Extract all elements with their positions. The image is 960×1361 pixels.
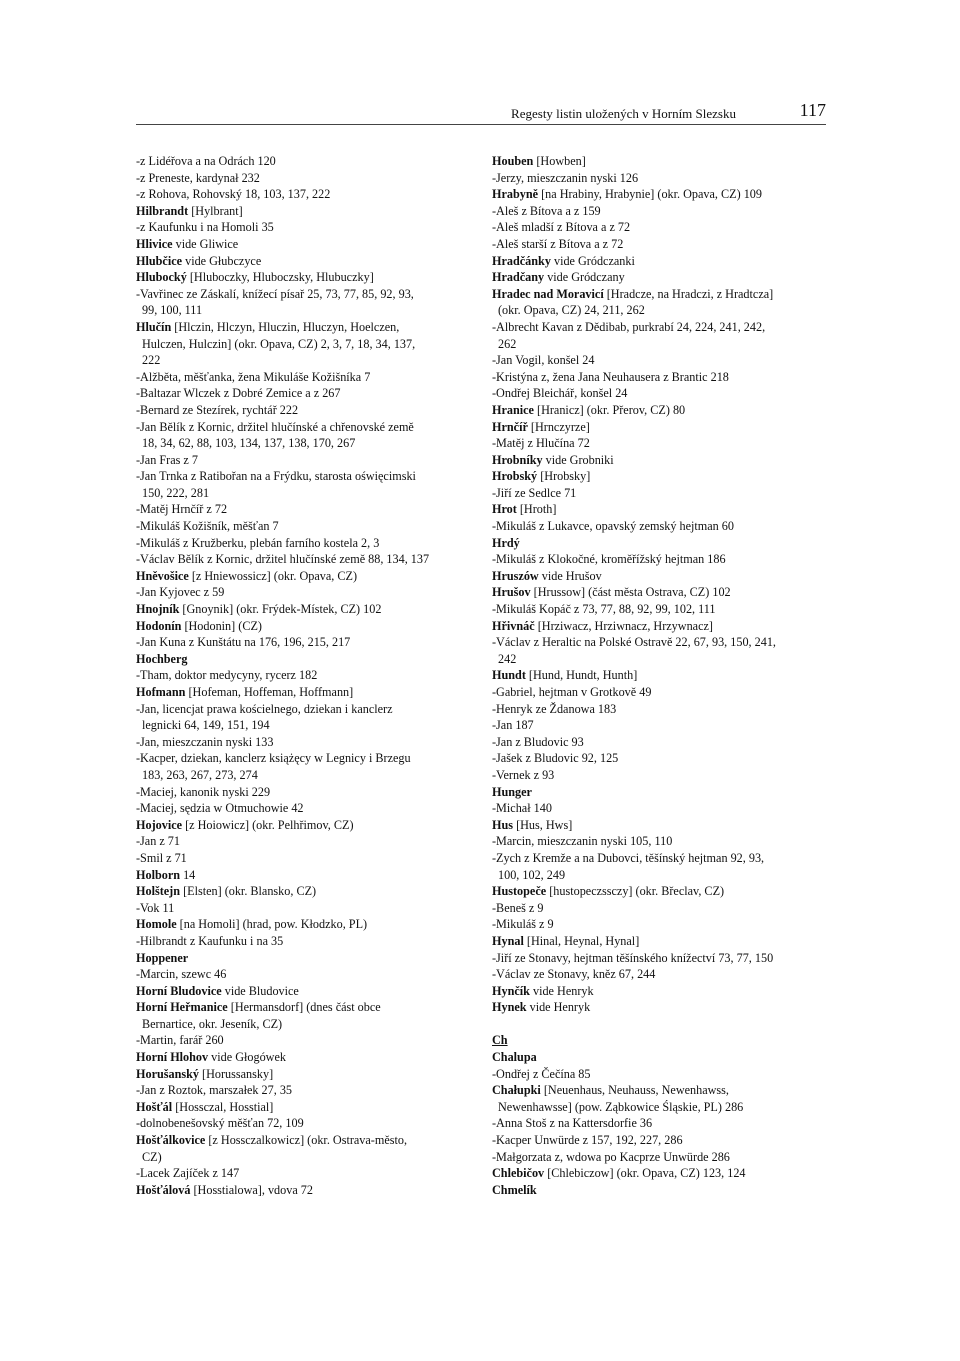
section-letter-text: Ch — [492, 1033, 508, 1048]
index-entry-text: -Jan Kuna z Kunštátu na 176, 196, 215, 217 — [136, 635, 351, 650]
index-entry-text: Bernartice, okr. Jeseník, CZ) — [142, 1016, 283, 1031]
index-headword: Houben — [492, 154, 534, 168]
index-headword: Chlebičov — [492, 1166, 545, 1181]
index-entry-line — [492, 767, 830, 784]
index-entry-text: [z Hniewossicz] (okr. Opava, CZ) — [188, 568, 358, 583]
index-entry-headword-line — [492, 501, 830, 518]
index-entry-headword-line — [492, 933, 830, 950]
index-entry-headword-line — [492, 999, 830, 1016]
index-entry-line — [136, 302, 474, 319]
index-headword: Hoppener — [136, 950, 189, 965]
index-entry-text: -Jan Trnka z Ratibořan na a Frýdku, starosta oświęcimski — [136, 469, 416, 484]
index-entry-line — [492, 916, 830, 933]
index-entry-line — [136, 435, 474, 452]
index-entry-text: -z Preneste, kardynał 232 — [136, 170, 260, 185]
index-headword: Hošťál — [136, 1099, 173, 1114]
index-entry-line — [492, 551, 830, 568]
index-headword: Hochberg — [136, 651, 188, 666]
index-entry-text: -Václav Bělík z Kornic, držitel hlučínské země 88, 134, 137 — [136, 552, 430, 567]
index-entry-text: Newenhawsse] (pow. Ząbkowice Śląskie, PL) 286 — [498, 1099, 744, 1114]
index-entry-text: vide Głogówek — [208, 1050, 286, 1065]
index-entry-line — [136, 452, 474, 469]
index-entry-headword-line — [136, 999, 474, 1016]
index-entry-text: -Matěj z Hlučína 72 — [492, 436, 590, 451]
index-entry-line — [136, 402, 474, 419]
index-entry-text: [Hus, Hws] — [513, 817, 573, 832]
index-entry-text: vide Gródczanki — [550, 253, 635, 268]
index-headword: Horní Hlohov — [136, 1050, 209, 1065]
index-entry-text: -Maciej, sędzia w Otmuchowie 42 — [136, 801, 304, 816]
index-entry-text: [Hrnczyrze] — [527, 419, 590, 434]
index-entry-text: -Henryk ze Ždanowa 183 — [492, 701, 617, 716]
index-entry-line — [492, 352, 830, 369]
index-entry-line — [492, 717, 830, 734]
index-entry-text: -z Kaufunku i na Homoli 35 — [136, 220, 274, 235]
index-entry-line — [492, 601, 830, 618]
index-entry-text: [Hodonin] (CZ) — [181, 618, 262, 633]
index-entry-text: vide Hrušov — [538, 568, 602, 583]
index-entry-headword-line — [136, 236, 474, 253]
index-headword: Hundt — [492, 668, 526, 683]
index-entry-text: -Marcin, szewc 46 — [136, 967, 227, 982]
index-entry-line — [136, 352, 474, 369]
index-entry-headword-line — [492, 584, 830, 601]
index-headword: Hlubčice — [136, 253, 183, 268]
index-entry-line — [492, 1115, 830, 1132]
index-entry-headword-line — [136, 867, 474, 884]
index-entry-headword-line — [492, 1165, 830, 1182]
index-entry-headword-line — [136, 1066, 474, 1083]
index-entry-headword-line — [136, 618, 474, 635]
index-entry-text: -Anna Stoš z na Kattersdorfie 36 — [492, 1116, 653, 1131]
index-entry-text: -Kristýna z, žena Jana Neuhausera z Brantic 218 — [492, 369, 729, 384]
index-entry-text: -Alžběta, měšťanka, žena Mikuláše Kožišníka 7 — [136, 369, 371, 384]
index-entry-text: -Jan, licencjat prawa kościelnego, dziekan i kanclerz — [136, 701, 393, 716]
index-entry-text: -Lacek Zajíček z 147 — [136, 1166, 240, 1181]
index-entry-line — [136, 1115, 474, 1132]
index-entry-headword-line — [492, 402, 830, 419]
running-header — [136, 100, 826, 125]
index-entry-text: -Mikuláš z Kružberku, plebán farního kostela 2, 3 — [136, 535, 380, 550]
index-entry-headword-line — [492, 269, 830, 286]
index-entry-line — [492, 319, 830, 336]
index-entry-headword-line — [492, 784, 830, 801]
index-entry-text: vide Gródczany — [544, 270, 625, 285]
index-entry-line — [136, 850, 474, 867]
index-entry-line — [492, 867, 830, 884]
index-headword: Chalupa — [492, 1050, 537, 1065]
index-entry-text: vide Henryk — [529, 983, 594, 998]
index-headword: Hřivnáč — [492, 618, 535, 633]
index-entry-headword-line — [136, 1182, 474, 1199]
index-headword: Hnojník — [136, 602, 180, 617]
index-entry-text: -Hilbrandt z Kaufunku i na 35 — [136, 933, 284, 948]
index-entry-text: [Hranicz] (okr. Přerov, CZ) 80 — [533, 402, 686, 417]
index-entry-headword-line — [136, 601, 474, 618]
index-entry-text: -Zych z Kremže a na Dubovci, těšínský hejtman 92, 93, — [492, 850, 765, 865]
index-entry-headword-line — [136, 651, 474, 668]
index-headword: Homole — [136, 917, 177, 932]
index-headword: Hranice — [492, 402, 534, 417]
index-headword: Hrobský — [492, 469, 538, 484]
index-entry-text: [Howben] — [533, 154, 586, 168]
index-entry-line — [136, 1016, 474, 1033]
index-entry-text: -Aleš z Bítova a z 159 — [492, 203, 601, 218]
index-entry-headword-line — [136, 253, 474, 270]
index-entry-line — [136, 717, 474, 734]
index-entry-text: -Mikuláš Kopáč z 73, 77, 88, 92, 99, 102, 111 — [492, 602, 716, 617]
index-entry-text: -Václav ze Stonavy, kněz 67, 244 — [492, 967, 656, 982]
index-entry-text: -Beneš z 9 — [492, 900, 544, 915]
index-entry-headword-line — [492, 535, 830, 552]
index-entry-text: -Michał 140 — [492, 801, 552, 816]
index-entry-line — [492, 850, 830, 867]
index-entry-line — [492, 485, 830, 502]
index-entry-headword-line — [492, 667, 830, 684]
index-entry-headword-line — [492, 1082, 830, 1099]
index-entry-headword-line — [492, 568, 830, 585]
index-entry-line — [136, 966, 474, 983]
index-entry-text: -Tham, doktor medycyny, rycerz 182 — [136, 668, 318, 683]
index-entry-text: -Jan z Bludovic 93 — [492, 734, 584, 749]
index-entry-text: [Hrobsky] — [537, 469, 591, 484]
index-entry-line — [492, 1132, 830, 1149]
index-entry-text: vide Głubczyce — [182, 253, 262, 268]
index-headword: Hus — [492, 817, 514, 832]
index-entry-text: [Hinal, Heynal, Hynal] — [523, 933, 640, 948]
index-entry-headword-line — [136, 319, 474, 336]
index-entry-headword-line — [492, 153, 830, 170]
index-entry-text: -Marcin, mieszczanin nyski 105, 110 — [492, 834, 673, 849]
index-headword: Horní Bludovice — [136, 983, 222, 998]
index-entry-line — [492, 651, 830, 668]
index-entry-text: [Hossczal, Hosstial] — [172, 1099, 274, 1114]
index-entry-headword-line — [136, 1049, 474, 1066]
index-headword: Hojovice — [136, 817, 183, 832]
index-entry-text: [na Homoli] (hrad, pow. Kłodzko, PL) — [176, 917, 368, 932]
index-entry-headword-line — [492, 286, 830, 303]
index-entry-line — [492, 950, 830, 967]
index-entry-text: -Jašek z Bludovic 92, 125 — [492, 751, 619, 766]
index-headword: Hrušov — [492, 585, 531, 600]
index-entry-line — [136, 900, 474, 917]
index-entry-headword-line — [136, 950, 474, 967]
index-entry-line — [492, 236, 830, 253]
index-entry-line — [136, 584, 474, 601]
index-entry-headword-line — [492, 452, 830, 469]
index-entry-text: 262 — [498, 336, 517, 351]
index-entry-headword-line — [492, 1049, 830, 1066]
index-entry-line — [136, 369, 474, 386]
index-entry-text: -Kacper, dziekan, kanclerz książęcy w Legnicy i Brzegu — [136, 751, 411, 766]
index-entry-text: [hustopeczssczy] (okr. Břeclav, CZ) — [546, 884, 725, 899]
index-headword: Hradčany — [492, 270, 545, 285]
index-headword: Hustopeče — [492, 884, 547, 899]
index-headword: Hynal — [492, 933, 524, 948]
index-entry-text: -Jan Kyjovec z 59 — [136, 585, 225, 600]
index-entry-headword-line — [492, 1182, 830, 1199]
index-entry-line — [136, 800, 474, 817]
index-headword: Hlivice — [136, 236, 173, 251]
index-entry-line — [492, 369, 830, 386]
index-entry-text: [Hluboczky, Hluboczsky, Hlubuczky] — [186, 270, 374, 285]
index-entry-line — [492, 435, 830, 452]
index-entry-text: [Hylbrant] — [188, 203, 243, 218]
index-entry-text: [Hofeman, Hoffeman, Hoffmann] — [185, 685, 354, 699]
index-entry-text: Hulczen, Hulczin] (okr. Opava, CZ) 2, 3, 7, 18, 34, 137, — [142, 336, 416, 351]
index-headword: Horušanský — [136, 1066, 199, 1081]
index-entry-text: 14 — [180, 867, 196, 882]
index-headword: Hrnčíř — [492, 419, 528, 434]
index-entry-text: [Elsten] (okr. Blansko, CZ) — [180, 884, 317, 899]
index-entry-headword-line — [136, 983, 474, 1000]
index-entry-headword-line — [492, 817, 830, 834]
index-entry-headword-line — [492, 883, 830, 900]
index-headword: Horní Heřmanice — [136, 1000, 228, 1015]
index-entry-text: [Hosstialowa], vdova 72 — [190, 1182, 313, 1197]
index-entry-line — [492, 170, 830, 187]
index-entry-text: [Hradcze, na Hradczi, z Hradtcza] — [603, 286, 774, 301]
index-entry-headword-line — [492, 468, 830, 485]
index-entry-text: 222 — [142, 353, 161, 368]
index-entry-text: [Hund, Hundt, Hunth] — [525, 668, 638, 683]
index-entry-text: -Albrecht Kavan z Dědibab, purkrabí 24, 224, 241, 242, — [492, 319, 766, 334]
index-entry-text: -Aleš starší z Bítova a z 72 — [492, 236, 624, 251]
index-entry-headword-line — [492, 253, 830, 270]
page-number: 117 — [799, 100, 826, 120]
index-entry-line — [136, 186, 474, 203]
index-entry-text: -z Rohova, Rohovský 18, 103, 137, 222 — [136, 187, 331, 202]
index-entry-text: -Václav z Heraltic na Polské Ostravě 22, 67, 93, 150, 241, — [492, 635, 776, 650]
index-entry-line — [136, 767, 474, 784]
index-entry-line — [492, 302, 830, 319]
index-headword: Hradec nad Moravicí — [492, 286, 604, 301]
index-entry-line — [136, 170, 474, 187]
index-entry-line — [136, 518, 474, 535]
index-entry-line — [136, 667, 474, 684]
index-entry-line — [136, 701, 474, 718]
index-entry-headword-line — [492, 186, 830, 203]
index-entry-text: -Jan Bělík z Kornic, držitel hlučínské a chřenovské země — [136, 419, 414, 434]
index-entry-text: -Jan z Roztok, marszałek 27, 35 — [136, 1083, 293, 1098]
index-column-right — [492, 153, 830, 1198]
index-entry-line — [136, 933, 474, 950]
index-entry-text: -Vernek z 93 — [492, 767, 555, 782]
index-entry-line — [492, 800, 830, 817]
index-entry-line — [492, 734, 830, 751]
index-entry-text: -Mikuláš Kožišník, měšťan 7 — [136, 519, 279, 534]
index-entry-text: -Jan 187 — [492, 718, 534, 733]
index-entry-text: -Vok 11 — [136, 900, 175, 915]
index-entry-line — [492, 336, 830, 353]
index-entry-text: -Aleš mladší z Bítova a z 72 — [492, 220, 631, 235]
index-entry-line — [492, 966, 830, 983]
index-entry-line — [136, 551, 474, 568]
index-entry-text: CZ) — [142, 1149, 162, 1164]
index-entry-text: [Gnoynik] (okr. Frýdek-Místek, CZ) 102 — [179, 602, 382, 617]
index-entry-text: -Jan, mieszczanin nyski 133 — [136, 734, 274, 749]
index-column-left — [136, 153, 474, 1198]
index-entry-line — [492, 1099, 830, 1116]
index-entry-text: vide Henryk — [526, 1000, 591, 1015]
index-headword: Hynčík — [492, 983, 530, 998]
index-entry-text: [Hlczin, Hlczyn, Hluczin, Hluczyn, Hoelczen, — [171, 319, 400, 334]
index-entry-line — [492, 900, 830, 917]
index-entry-text: -Baltazar Wlczek z Dobré Zemice a z 267 — [136, 386, 341, 401]
index-entry-line — [492, 684, 830, 701]
index-entry-line — [136, 219, 474, 236]
index-entry-line — [136, 485, 474, 502]
index-entry-headword-line — [136, 203, 474, 220]
index-entry-line — [492, 833, 830, 850]
index-entry-text: -Mikuláš z Klokočné, kroměřížský hejtman 186 — [492, 552, 726, 567]
index-headword: Chałupki — [492, 1083, 541, 1098]
index-entry-text: [z Hoiowicz] (okr. Pelhřimov, CZ) — [182, 817, 354, 832]
index-entry-text: -Małgorzata z, wdowa po Kacprze Unwürde 286 — [492, 1149, 730, 1164]
spacer — [492, 1016, 830, 1033]
index-entry-line — [492, 518, 830, 535]
index-headword: Chmelík — [492, 1182, 537, 1197]
index-entry-text: [Neuenhaus, Neuhauss, Newenhawss, — [540, 1083, 729, 1098]
index-headword: Hrabyně — [492, 187, 539, 202]
index-entry-headword-line — [136, 1099, 474, 1116]
index-entry-text: -dolnobenešovský měšťan 72, 109 — [136, 1116, 304, 1131]
index-entry-line — [136, 750, 474, 767]
section-letter — [492, 1032, 830, 1049]
index-entry-text: -Jan z 71 — [136, 834, 180, 849]
index-entry-text: -Jan Fras z 7 — [136, 452, 198, 467]
index-entry-headword-line — [136, 684, 474, 701]
index-entry-text: vide Bludovice — [221, 983, 299, 998]
index-entry-headword-line — [492, 983, 830, 1000]
index-entry-text: 99, 100, 111 — [142, 303, 203, 318]
index-entry-text: [na Hrabiny, Hrabynie] (okr. Opava, CZ) 109 — [538, 187, 762, 202]
index-entry-line — [492, 219, 830, 236]
index-headword: Hradčánky — [492, 253, 551, 268]
index-entry-text: legnicki 64, 149, 151, 194 — [142, 718, 270, 733]
index-entry-text: 183, 263, 267, 273, 274 — [142, 767, 258, 782]
index-entry-line — [136, 784, 474, 801]
index-entry-line — [492, 385, 830, 402]
index-entry-headword-line — [136, 568, 474, 585]
index-entry-text: [Hermansdorf] (dnes část obce — [227, 1000, 381, 1015]
index-entry-line — [136, 734, 474, 751]
index-entry-line — [136, 336, 474, 353]
index-entry-text: vide Grobniki — [542, 452, 614, 467]
index-entry-line — [492, 701, 830, 718]
index-entry-line — [492, 634, 830, 651]
index-headword: Holštejn — [136, 884, 181, 899]
index-entry-line — [136, 634, 474, 651]
index-entry-text: -Bernard ze Stezírek, rychtář 222 — [136, 402, 299, 417]
index-entry-text: -Vavřinec ze Záskalí, knížecí písař 25, 73, 77, 85, 92, 93, — [136, 286, 414, 301]
index-entry-text: [Hroth] — [516, 502, 557, 517]
index-headword: Holborn — [136, 867, 181, 882]
index-headword: Hošťálová — [136, 1182, 191, 1197]
index-entry-line — [492, 750, 830, 767]
index-entry-text: 100, 102, 249 — [498, 867, 566, 882]
index-entry-line — [136, 468, 474, 485]
index-entry-line — [136, 1032, 474, 1049]
index-headword: Hošťálkovice — [136, 1133, 206, 1148]
index-entry-line — [492, 203, 830, 220]
index-entry-line — [136, 833, 474, 850]
index-entry-text: (okr. Opava, CZ) 24, 211, 262 — [498, 303, 645, 318]
index-entry-text: 18, 34, 62, 88, 103, 134, 137, 138, 170, 267 — [142, 436, 356, 451]
index-entry-headword-line — [136, 883, 474, 900]
index-entry-text: -Mikuláš z Lukavce, opavský zemský hejtman 60 — [492, 519, 734, 534]
index-entry-line — [136, 1082, 474, 1099]
index-entry-text: [Hrussow] (část města Ostrava, CZ) 102 — [530, 585, 731, 600]
index-entry-text: -Smil z 71 — [136, 850, 187, 865]
index-entry-line — [492, 1149, 830, 1166]
index-entry-text: -Jiří ze Sedlce 71 — [492, 485, 577, 500]
index-entry-text: -Ondřej z Čečína 85 — [492, 1066, 591, 1081]
index-entry-line — [136, 535, 474, 552]
index-entry-line — [136, 1165, 474, 1182]
index-entry-text: -Mikuláš z 9 — [492, 917, 554, 932]
index-entry-text: -Jiří ze Stonavy, hejtman těšínského knížectví 73, 77, 150 — [492, 950, 774, 965]
index-entry-text: -Jan Vogil, konšel 24 — [492, 353, 595, 368]
index-entry-text: -Martin, farář 260 — [136, 1033, 224, 1048]
index-entry-line — [136, 153, 474, 170]
index-entry-line — [136, 1149, 474, 1166]
index-entry-headword-line — [136, 817, 474, 834]
index-entry-headword-line — [492, 618, 830, 635]
index-headword: Hofmann — [136, 685, 186, 699]
index-headword: Hruszów — [492, 568, 539, 583]
index-entry-text: -Maciej, kanonik nyski 229 — [136, 784, 271, 799]
index-entry-text: [Chlebiczow] (okr. Opava, CZ) 123, 124 — [544, 1166, 746, 1181]
index-headword: Hrobníky — [492, 452, 543, 467]
index-headword: Hrdý — [492, 535, 520, 550]
index-headword: Hněvošice — [136, 568, 189, 583]
index-headword: Hodonín — [136, 618, 182, 633]
index-entry-headword-line — [492, 419, 830, 436]
index-entry-text: 150, 222, 281 — [142, 485, 210, 500]
index-entry-headword-line — [136, 916, 474, 933]
index-entry-text: [Hrziwacz, Hrziwnacz, Hrzywnacz] — [534, 618, 713, 633]
index-headword: Hrot — [492, 502, 517, 517]
index-entry-text: -Matěj Hrnčíř z 72 — [136, 502, 228, 517]
index-entry-line — [136, 385, 474, 402]
index-entry-line — [492, 1066, 830, 1083]
index-entry-line — [136, 286, 474, 303]
index-entry-line — [136, 501, 474, 518]
index-entry-text: [z Hossczalkowicz] (okr. Ostrava-město, — [205, 1133, 408, 1148]
index-entry-text: -Gabriel, hejtman v Grotkově 49 — [492, 685, 652, 699]
running-title: Regesty listin uložených v Horním Slezsku — [511, 106, 736, 121]
index-headword: Hilbrandt — [136, 203, 189, 218]
index-entry-text: -Jerzy, mieszczanin nyski 126 — [492, 170, 639, 185]
index-entry-text: vide Gliwice — [172, 236, 239, 251]
index-headword: Hlubocký — [136, 270, 187, 285]
index-entry-headword-line — [136, 1132, 474, 1149]
index-entry-text: 242 — [498, 651, 517, 666]
index-entry-text: [Horussansky] — [199, 1066, 274, 1081]
index-entry-text: -Ondřej Bleichář, konšel 24 — [492, 386, 628, 401]
index-entry-text: -Kacper Unwürde z 157, 192, 227, 286 — [492, 1133, 683, 1148]
index-headword: Hynek — [492, 1000, 527, 1015]
index-headword: Hlučín — [136, 319, 172, 334]
index-entry-line — [136, 419, 474, 436]
index-entry-headword-line — [136, 269, 474, 286]
index-headword: Hunger — [492, 784, 532, 799]
index-entry-text: -z Lidéřova a na Odrách 120 — [136, 154, 276, 168]
